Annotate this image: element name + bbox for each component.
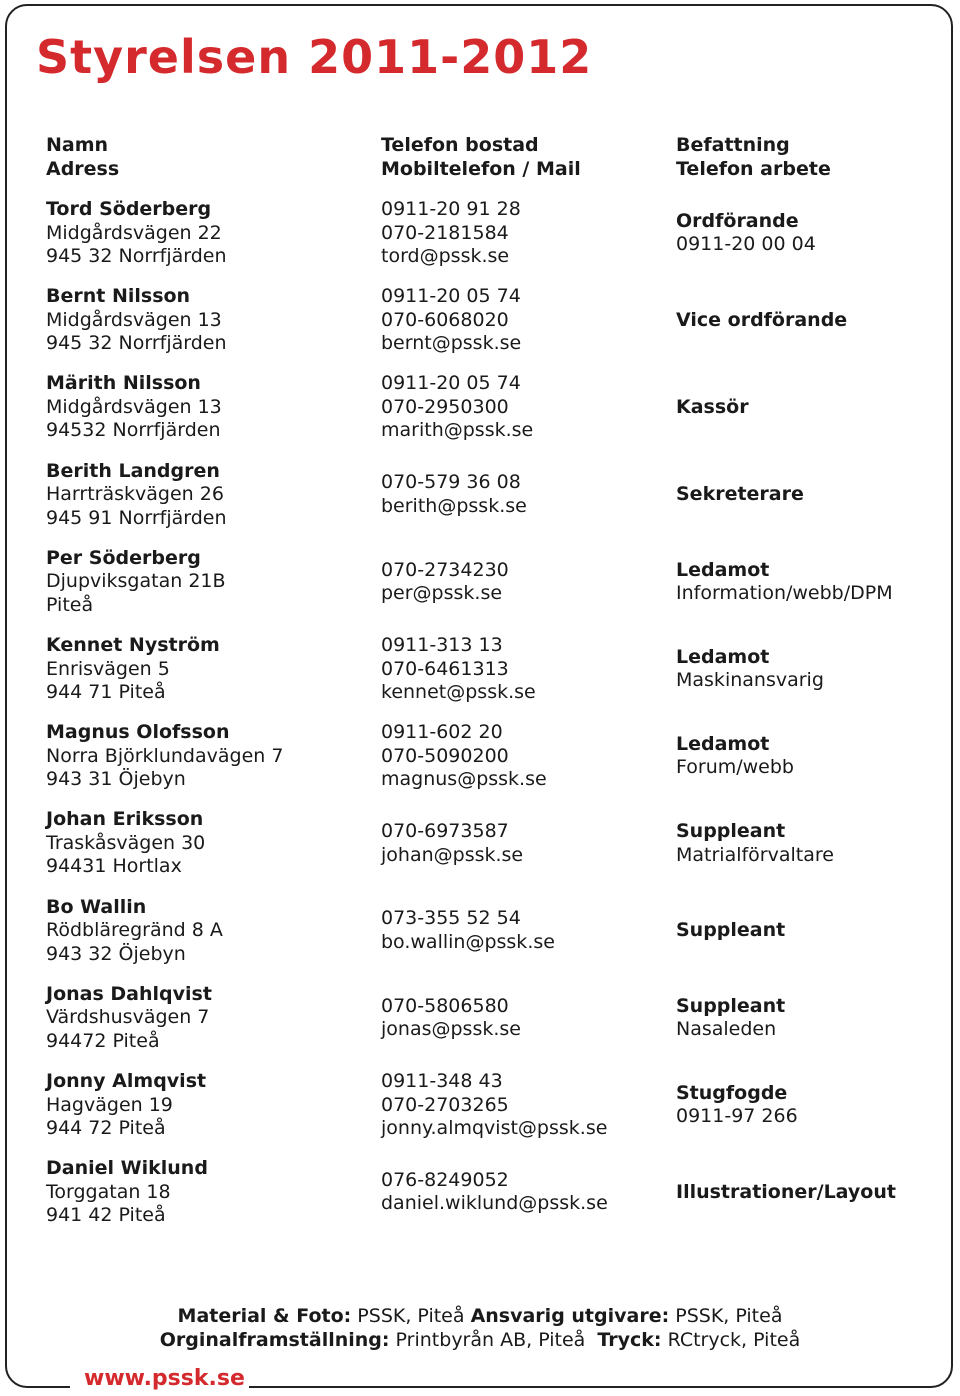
member-phone: 0911-20 05 74 — [381, 372, 521, 395]
footer-ansvarig-value: PSSK, Piteå — [675, 1305, 783, 1327]
member-name: Bernt Nilsson — [46, 285, 191, 308]
header-name: Namn — [46, 134, 109, 156]
member-address-street: Harrträskvägen 26 — [46, 483, 224, 506]
member-role-detail: Maskinansvarig — [676, 669, 824, 692]
member-email[interactable]: per@pssk.se — [381, 582, 503, 605]
header-phone-home: Telefon bostad — [381, 134, 539, 156]
member-role — [676, 210, 946, 257]
member-phone: 070-2950300 — [381, 395, 509, 418]
member-address-postal: Piteå — [46, 593, 94, 616]
member-contact — [381, 995, 671, 1042]
member-name: Bo Wallin — [46, 895, 147, 918]
footer-material-value: PSSK, Piteå — [357, 1305, 465, 1327]
member-phone: 070-5090200 — [381, 744, 509, 767]
member-phone: 070-2734230 — [381, 558, 509, 581]
header-mobile-mail: Mobiltelefon / Mail — [381, 157, 581, 180]
member-email[interactable]: bernt@pssk.se — [381, 332, 522, 355]
member-name-address — [46, 1157, 366, 1228]
member-name: Berith Landgren — [46, 459, 220, 482]
member-address-postal: 943 32 Öjebyn — [46, 942, 186, 965]
footer-line-1 — [0, 1305, 960, 1329]
footer-line-2 — [0, 1329, 960, 1353]
member-address-postal: 945 32 Norrfjärden — [46, 332, 227, 355]
member-address-postal: 94532 Norrfjärden — [46, 419, 221, 442]
member-address-street: Värdshusvägen 7 — [46, 1006, 210, 1029]
member-contact — [381, 634, 671, 705]
header-work-phone: Telefon arbete — [676, 157, 831, 180]
member-contact — [381, 372, 671, 443]
member-name: Jonny Almqvist — [46, 1070, 207, 1092]
member-role-title: Kassör — [676, 395, 749, 418]
member-role-title: Suppleant — [676, 919, 786, 942]
website-link[interactable]: www.pssk.se — [80, 1366, 249, 1391]
member-name-address — [46, 372, 366, 443]
member-role — [676, 1181, 946, 1205]
member-email[interactable]: jonny.almqvist@pssk.se — [381, 1117, 608, 1139]
member-address-postal: 944 72 Piteå — [46, 1117, 166, 1139]
member-role-title: Suppleant — [676, 820, 786, 843]
member-contact — [381, 1169, 671, 1216]
member-address-street: Hagvägen 19 — [46, 1093, 173, 1116]
member-role-title: Sekreterare — [676, 483, 804, 506]
member-phone: 073-355 52 54 — [381, 907, 521, 930]
member-address-street: Torggatan 18 — [46, 1180, 171, 1203]
member-role-detail: 0911-20 00 04 — [676, 233, 816, 256]
member-address-postal: 945 91 Norrfjärden — [46, 506, 227, 529]
member-name-address — [46, 721, 366, 792]
member-role-title: Illustrationer/Layout — [676, 1180, 896, 1203]
member-email[interactable]: johan@pssk.se — [381, 843, 524, 866]
member-role — [676, 646, 946, 693]
member-phone: 070-6068020 — [381, 308, 509, 331]
member-address-postal: 94431 Hortlax — [46, 855, 182, 878]
member-address-postal: 944 71 Piteå — [46, 681, 166, 703]
member-contact — [381, 721, 671, 792]
footer-orginal-label: Orginalframställning: — [159, 1329, 390, 1351]
member-address-street: Midgårdsvägen 13 — [46, 395, 222, 418]
header-role-workphone — [676, 134, 946, 181]
member-role-detail: 0911-97 266 — [676, 1105, 798, 1128]
member-name: Per Söderberg — [46, 546, 201, 569]
member-address-street: Rödbläregränd 8 A — [46, 919, 223, 942]
member-name: Jonas Dahlqvist — [46, 982, 212, 1005]
member-address-street: Enrisvägen 5 — [46, 657, 170, 680]
member-phone: 070-2181584 — [381, 221, 509, 244]
member-email[interactable]: tord@pssk.se — [381, 245, 510, 267]
member-name-address — [46, 285, 366, 356]
member-phone: 0911-602 20 — [381, 721, 503, 744]
header-address: Adress — [46, 157, 120, 180]
member-name: Magnus Olofsson — [46, 721, 230, 744]
member-contact — [381, 907, 671, 954]
member-email[interactable]: kennet@pssk.se — [381, 681, 536, 703]
member-address-street: Midgårdsvägen 13 — [46, 308, 222, 331]
member-name-address — [46, 1070, 366, 1141]
footer-tryck-label: Tryck: — [597, 1329, 662, 1351]
member-role-title: Vice ordförande — [676, 308, 848, 331]
member-contact — [381, 1070, 671, 1141]
member-role-title: Ledamot — [676, 558, 770, 581]
member-email[interactable]: magnus@pssk.se — [381, 768, 547, 791]
member-address-street: Djupviksgatan 21B — [46, 570, 226, 593]
header-phone-mail — [381, 134, 671, 181]
member-name-address — [46, 896, 366, 967]
member-role-detail: Nasaleden — [676, 1018, 777, 1041]
member-phone: 070-2703265 — [381, 1093, 509, 1116]
member-phone: 076-8249052 — [381, 1168, 509, 1191]
member-phone: 0911-20 05 74 — [381, 285, 521, 308]
member-email[interactable]: bo.wallin@pssk.se — [381, 930, 555, 953]
member-name-address — [46, 460, 366, 531]
member-name: Johan Eriksson — [46, 808, 204, 831]
member-name: Daniel Wiklund — [46, 1157, 208, 1180]
member-role-detail: Forum/webb — [676, 756, 794, 779]
footer-tryck-value: RCtryck, Piteå — [667, 1329, 801, 1351]
footer-material-label: Material & Foto: — [177, 1305, 352, 1327]
member-role — [676, 396, 946, 420]
member-name-address — [46, 198, 366, 269]
member-name-address — [46, 808, 366, 879]
member-address-postal: 945 32 Norrfjärden — [46, 245, 227, 267]
member-role-title: Suppleant — [676, 994, 786, 1017]
header-role: Befattning — [676, 134, 790, 156]
member-contact — [381, 559, 671, 606]
member-name-address — [46, 634, 366, 705]
member-address-street: Midgårdsvägen 22 — [46, 221, 222, 244]
member-email[interactable]: marith@pssk.se — [381, 419, 534, 442]
member-contact — [381, 820, 671, 867]
member-email[interactable]: daniel.wiklund@pssk.se — [381, 1192, 608, 1215]
member-phone: 070-579 36 08 — [381, 471, 521, 494]
footer-orginal-value: Printbyrån AB, Piteå — [395, 1329, 586, 1351]
member-name-address — [46, 547, 366, 618]
member-email[interactable]: berith@pssk.se — [381, 494, 527, 517]
member-role-detail: Matrialförvaltare — [676, 843, 834, 866]
member-address-postal: 94472 Piteå — [46, 1029, 160, 1052]
member-phone: 070-5806580 — [381, 994, 509, 1017]
member-name: Tord Söderberg — [46, 198, 212, 220]
member-phone: 070-6973587 — [381, 820, 509, 843]
page-title: Styrelsen 2011-2012 — [36, 30, 593, 84]
member-phone: 0911-313 13 — [381, 634, 503, 656]
member-role — [676, 1082, 946, 1129]
member-role-title: Ledamot — [676, 645, 770, 668]
member-address-postal: 943 31 Öjebyn — [46, 768, 186, 791]
header-name-address — [46, 134, 366, 181]
member-phone: 0911-348 43 — [381, 1070, 503, 1092]
member-role — [676, 733, 946, 780]
member-address-street: Norra Björklundavägen 7 — [46, 744, 284, 767]
member-address-street: Traskåsvägen 30 — [46, 831, 206, 854]
member-contact — [381, 471, 671, 518]
member-contact — [381, 285, 671, 356]
member-role-title: Ledamot — [676, 732, 770, 755]
member-role — [676, 483, 946, 507]
member-name: Märith Nilsson — [46, 372, 201, 395]
member-role — [676, 820, 946, 867]
member-role — [676, 559, 946, 606]
member-address-postal: 941 42 Piteå — [46, 1204, 166, 1227]
footer-ansvarig-label: Ansvarig utgivare: — [470, 1305, 670, 1327]
member-role-title: Ordförande — [676, 209, 799, 232]
member-role-detail: Information/webb/DPM — [676, 582, 893, 605]
member-name-address — [46, 983, 366, 1054]
member-email[interactable]: jonas@pssk.se — [381, 1018, 521, 1041]
member-phone: 070-6461313 — [381, 657, 509, 680]
member-role — [676, 919, 946, 943]
member-role — [676, 995, 946, 1042]
member-role — [676, 309, 946, 333]
member-contact — [381, 198, 671, 269]
member-phone: 0911-20 91 28 — [381, 198, 521, 220]
member-name: Kennet Nyström — [46, 634, 220, 656]
member-role-title: Stugfogde — [676, 1081, 788, 1104]
